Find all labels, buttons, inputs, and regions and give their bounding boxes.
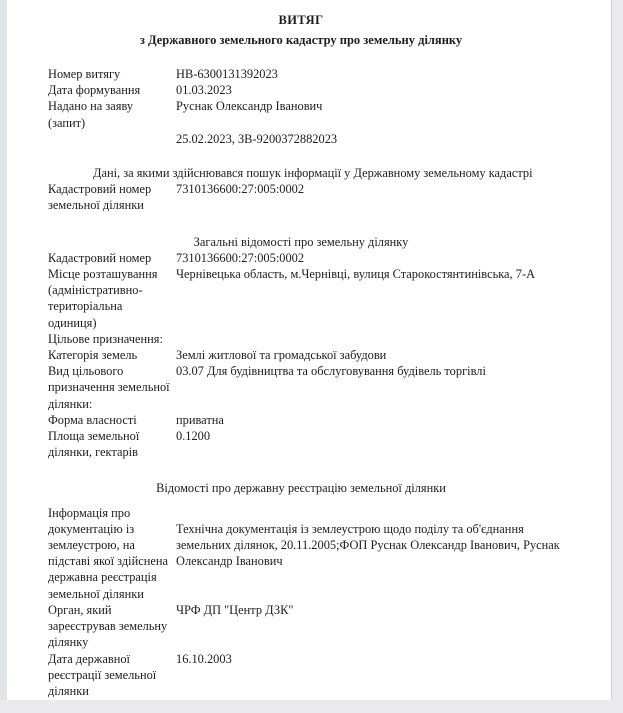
label-documentation-info-line1: Інформація про (48, 505, 131, 520)
field-row-cadastral-number (7, 250, 611, 266)
value-ownership-form: приватна (176, 412, 224, 427)
page-right-gutter (612, 0, 623, 700)
label-creation-date: Дата формування (48, 83, 141, 98)
label-registration-date-line2: реєстрації земельної (48, 667, 157, 682)
value-documentation-info-line1: Технічна документація із землеустрою щодо поділу та об'єднання (176, 521, 524, 536)
value-provided-on-request-line2: 25.02.2023, ЗВ-9200372882023 (176, 131, 338, 146)
label-location-line3: територіальна одиниця) (48, 299, 123, 330)
value-provided-on-request: Руснак Олександр Іванович (176, 99, 323, 114)
label-search-cadastral-number-line2: земельної ділянки (48, 198, 144, 213)
field-row-provided-on-request (7, 98, 611, 130)
section-heading-general-info: Загальні відомості про земельну ділянку (193, 234, 409, 249)
value-documentation-info-line2: земельних ділянок, 20.11.2005;ФОП Руснак Олександр Іванович, Руснак (176, 538, 560, 553)
label-purpose-type-line2: призначення земельної (48, 380, 170, 395)
label-purpose-type-line3: ділянки: (48, 396, 93, 411)
value-search-cadastral-number: 7310136600:27:005:0002 (176, 182, 305, 197)
field-row-registering-body-l2 (7, 618, 611, 634)
label-land-category: Категорія земель (48, 348, 138, 363)
document-page (7, 0, 611, 700)
field-row-documentation-info-l2 (7, 521, 611, 537)
label-documentation-info-line5: державна реєстрація (48, 570, 157, 585)
value-purpose-type: 03.07 Для будівництва та обслуговування будівель торгівлі (176, 364, 486, 379)
field-row-purpose-type-cont2 (7, 396, 611, 412)
label-documentation-info-line2: документацію із (48, 521, 135, 536)
field-row-purpose-type (7, 363, 611, 379)
label-provided-on-request: Надано на заяву (запит) (48, 99, 134, 130)
label-registering-body-line1: Орган, який (48, 602, 112, 617)
field-row-ownership-form (7, 412, 611, 428)
value-land-category: Землі житлової та громадської забудови (176, 348, 387, 363)
label-registration-date-line3: ділянки (48, 683, 89, 698)
label-cadastral-number: Кадастровий номер (48, 250, 152, 265)
label-documentation-info-line4: підставі якої здійснена (48, 554, 168, 569)
field-row-extract-number (7, 66, 611, 82)
field-row-search-cadastral-number-cont (7, 197, 611, 213)
field-row-registration-date (7, 651, 611, 667)
value-cadastral-number: 7310136600:27:005:0002 (176, 250, 305, 265)
label-documentation-info-line6: земельної ділянки (48, 586, 144, 601)
label-extract-number: Номер витягу (48, 67, 121, 81)
field-row-documentation-info (7, 505, 611, 521)
value-documentation-info-line3: Олександр Іванович (176, 554, 283, 569)
field-row-location-cont1 (7, 282, 611, 298)
value-location: Чернівецька область, м.Чернівці, вулиця Старокостянтинівська, 7-А (176, 267, 536, 282)
label-location-line1: Місце розташування (48, 267, 158, 282)
value-creation-date: 01.03.2023 (176, 83, 232, 98)
label-registering-body-line2: зареєстрував земельну (48, 619, 168, 634)
label-registration-date-line1: Дата державної (48, 651, 130, 666)
label-purpose-type-line1: Вид цільового (48, 364, 124, 379)
section-heading-registration: Відомості про державну реєстрацію земельної ділянки (156, 481, 446, 496)
spacer (7, 214, 611, 234)
field-row-location (7, 266, 611, 282)
field-row-registering-body (7, 602, 611, 618)
value-registering-body: ЧРФ ДП "Центр ДЗК" (176, 602, 294, 617)
value-extract-number: НВ-6300131392023 (176, 67, 278, 81)
field-row-documentation-info-l4 (7, 553, 611, 569)
section-heading-search-data: Дані, за якими здійснювався пошук інформації у Державному земельному кадастрі (93, 166, 533, 181)
label-purpose-header: Цільове призначення: (48, 331, 163, 346)
label-ownership-form: Форма власності (48, 412, 137, 427)
label-documentation-info-line3: землеустрою, на (48, 538, 135, 553)
field-row-land-category (7, 347, 611, 363)
label-location-line2: (адміністративно- (48, 283, 143, 298)
field-row-purpose-type-cont1 (7, 379, 611, 395)
label-search-cadastral-number: Кадастровий номер (48, 182, 152, 197)
value-area: 0.1200 (176, 429, 211, 444)
value-registration-date: 16.10.2003 (176, 651, 232, 666)
field-row-creation-date (7, 82, 611, 98)
label-area-line1: Площа земельної (48, 429, 140, 444)
field-row-registration-date-l2 (7, 667, 611, 683)
field-row-documentation-info-l3 (7, 537, 611, 553)
document-body (7, 13, 611, 713)
field-row-purpose-header (7, 331, 611, 347)
spacer (7, 460, 611, 480)
field-row-location-cont2 (7, 298, 611, 330)
field-row-documentation-info-l6 (7, 586, 611, 602)
page-left-gutter (0, 0, 7, 700)
field-row-area (7, 428, 611, 444)
field-row-documentation-info-l5 (7, 569, 611, 585)
field-row-registering-body-l3 (7, 634, 611, 650)
document-title: ВИТЯГ (278, 13, 324, 27)
document-subtitle: з Державного земельного кадастру про земельну ділянку (139, 33, 463, 47)
field-row-registration-date-l3 (7, 683, 611, 699)
spacer (7, 497, 611, 505)
label-area-line2: ділянки, гектарів (48, 445, 138, 460)
field-row-area-cont (7, 444, 611, 460)
spacer (7, 48, 611, 66)
label-registering-body-line3: ділянку (48, 635, 89, 650)
spacer (7, 147, 611, 165)
field-row-search-cadastral-number (7, 181, 611, 197)
